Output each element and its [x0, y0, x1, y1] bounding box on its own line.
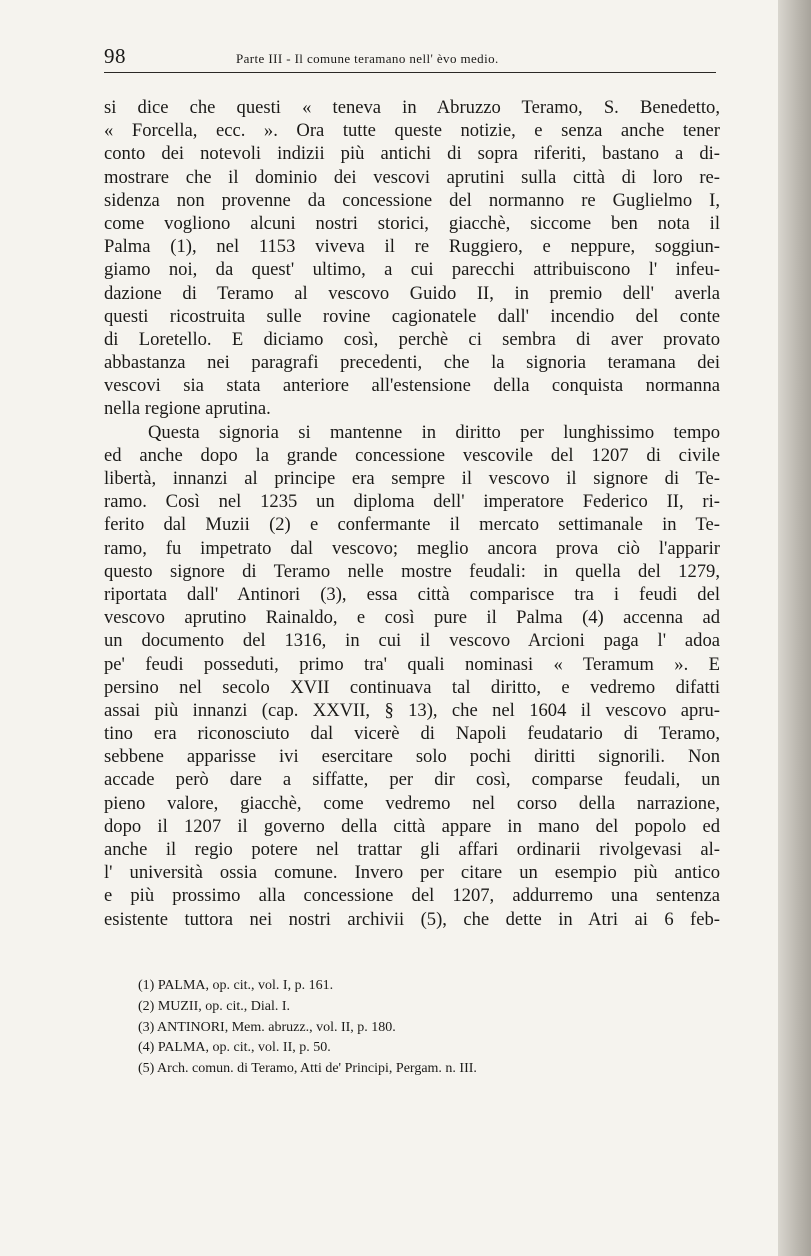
paragraph-start-line: Questa signoria si mantenne in diritto per lunghissimo tempo — [148, 421, 720, 443]
text-line: dazione di Teramo al vescovo Guido II, in premio dell' averla — [104, 282, 720, 304]
text-line: questi ricostruita sulle rovine cagionatele dall' incendio del conte — [104, 305, 720, 327]
text-line: esistente tuttora nei nostri archivii (5), che dette in Atri ai 6 feb- — [104, 908, 720, 930]
footnote: (3) ANTINORI, Mem. abruzz., vol. II, p. 180. — [138, 1019, 396, 1035]
text-line: ferito dal Muzii (2) e confermante il mercato settimanale in Te- — [104, 514, 720, 536]
text-line: pe' feudi posseduti, primo tra' quali nominasi « Teramum ». E — [104, 653, 720, 675]
page-header — [104, 44, 716, 72]
footnote: (1) PALMA, op. cit., vol. I, p. 161. — [138, 978, 334, 993]
text-line: persino nel secolo XVII continuava tal diritto, e vedremo difatti — [104, 676, 720, 698]
text-line: questo signore di Teramo nelle mostre feudali: in quella del 1279, — [104, 560, 720, 582]
footnote: (5) Arch. comun. di Teramo, Atti de' Principi, Pergam. n. III. — [138, 1061, 477, 1077]
text-line: dopo il 1207 il governo della città appare in mano del popolo ed — [104, 815, 720, 837]
text-line: vescovi sia stata anteriore all'estensione della conquista normanna — [104, 375, 720, 397]
text-line: sebbene apparisse ivi esercitare solo pochi diritti signorili. Non — [104, 746, 720, 768]
text-line: un documento del 1316, in cui il vescovo Arcioni paga l' adoa — [104, 630, 720, 652]
text-line: accade però dare a siffatte, per dir così, comparse feudali, un — [104, 769, 720, 791]
text-line: ed anche dopo la grande concessione vescovile del 1207 di civile — [104, 444, 720, 466]
header-rule — [104, 72, 716, 73]
text-line: nella regione aprutina. — [104, 398, 271, 420]
text-line: sidenza non provenne da concessione del normanno re Guglielmo I, — [104, 189, 720, 211]
text-line: anche il regio potere nel trattar gli affari ordinarii rivolgevasi al- — [104, 839, 720, 860]
footnotes — [138, 976, 698, 1080]
text-line: conto dei notevoli indizii più antichi di sopra riferiti, bastano a di- — [104, 143, 720, 165]
page-edge-shadow — [778, 0, 811, 1256]
body-text — [104, 96, 720, 931]
text-line: come vogliono alcuni nostri storici, giacchè, siccome ben nota il — [104, 212, 720, 234]
text-line: « Forcella, ecc. ». Ora tutte queste notizie, e senza anche tener — [104, 120, 720, 142]
text-line: ramo. Così nel 1235 un diploma dell' imperatore Federico II, ri- — [104, 491, 720, 513]
text-line: assai più innanzi (cap. XXVII, § 13), che nel 1604 il vescovo apru- — [104, 699, 720, 721]
text-line: si dice che questi « teneva in Abruzzo Teramo, S. Benedetto, — [104, 97, 720, 118]
text-line: abbastanza nei paragrafi precedenti, che la signoria teramana dei — [104, 352, 720, 374]
text-line: ramo, fu impetrato dal vescovo; meglio ancora prova ciò l'apparir — [104, 537, 720, 559]
footnote: (4) PALMA, op. cit., vol. II, p. 50. — [138, 1040, 331, 1056]
text-line: pieno valore, giacchè, come vedremo nel corso della narrazione, — [104, 792, 720, 814]
text-line: giamo noi, da quest' ultimo, a cui parecchi attribuiscono l' infeu- — [104, 259, 720, 281]
text-line: tino era riconosciuto dal vicerè di Napoli feudatario di Teramo, — [104, 723, 720, 745]
text-line: libertà, innanzi al principe era sempre il vescovo il signore di Te- — [104, 468, 720, 489]
text-line: di Loretello. E diciamo così, perchè ci sembra di aver provato — [104, 328, 720, 350]
page-number: 98 — [104, 44, 126, 68]
text-line: mostrare che il dominio dei vescovi aprutini sulla città di loro re- — [104, 166, 720, 188]
text-line: e più prossimo alla concessione del 1207, addurremo una sentenza — [104, 885, 720, 907]
text-line: vescovo aprutino Rainaldo, e così pure il Palma (4) accenna ad — [104, 607, 720, 629]
text-line: l' università ossia comune. Invero per citare un esempio più antico — [104, 862, 720, 884]
text-line: Palma (1), nel 1153 viveva il re Ruggiero, e neppure, soggiun- — [104, 236, 720, 258]
running-title: Parte III - Il comune teramano nell' èvo medio. — [236, 51, 499, 66]
text-line: riportata dall' Antinori (3), essa città comparisce tra i feudi del — [104, 583, 720, 605]
footnote: (2) MUZII, op. cit., Dial. I. — [138, 998, 291, 1014]
